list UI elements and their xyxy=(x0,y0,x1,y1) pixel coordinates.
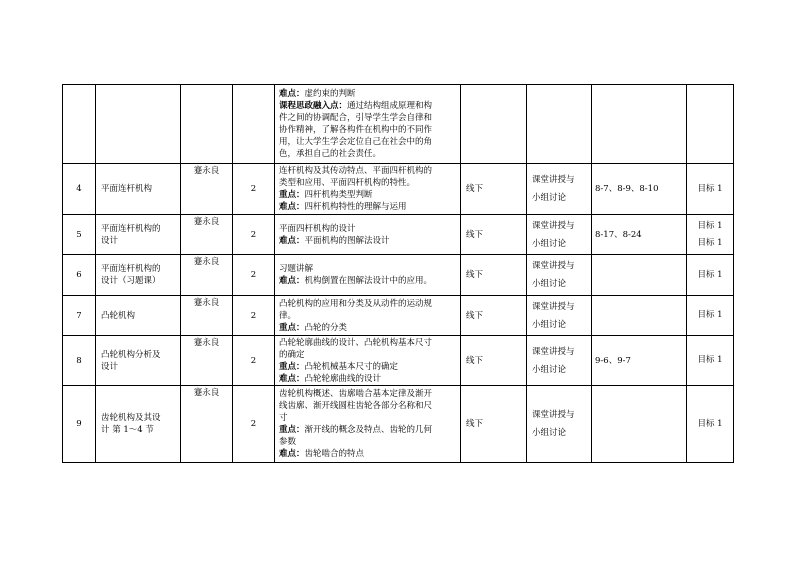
content-text: 虚约束的判断 xyxy=(304,89,356,99)
content-text: 四杆机构类型判断 xyxy=(304,190,373,200)
content-line xyxy=(279,337,457,349)
content-line xyxy=(279,424,457,436)
teaching-mode: 线下 xyxy=(461,255,527,296)
course-goal xyxy=(687,215,734,255)
lesson-number: 5 xyxy=(63,215,96,255)
content-line xyxy=(279,275,457,287)
teaching-content xyxy=(275,255,461,296)
teaching-method xyxy=(527,255,592,296)
lesson-name-line: 设计 xyxy=(101,235,119,246)
content-line xyxy=(279,448,457,460)
lesson-name-line: 计 第 1～4 节 xyxy=(101,425,154,435)
lesson-name xyxy=(96,164,181,215)
lesson-name xyxy=(96,336,181,386)
content-text: 通过结构组成原理和构 xyxy=(347,101,433,111)
course-goal xyxy=(687,296,734,336)
method-line: 小组讨论 xyxy=(532,279,567,289)
teacher-name: 蹇永良 xyxy=(181,255,233,296)
lesson-number: 7 xyxy=(63,296,96,336)
lesson-name xyxy=(96,255,181,296)
teaching-mode: 线下 xyxy=(461,336,527,386)
content-text: 凸轮的分类 xyxy=(304,322,348,333)
method-line: 小组讨论 xyxy=(532,238,567,249)
course-goal xyxy=(687,336,734,386)
teaching-mode: 线下 xyxy=(461,215,527,255)
teaching-mode xyxy=(461,85,527,164)
lesson-name-line: 平面连杆机构的 xyxy=(101,223,161,234)
table-row xyxy=(63,164,734,215)
goal-line: 目标 1 xyxy=(697,183,723,194)
homework: 8-17、8-24 xyxy=(592,215,687,255)
teaching-method xyxy=(527,215,592,255)
lesson-name-line: 凸轮机构 xyxy=(101,310,136,321)
lesson-number xyxy=(63,85,96,164)
teaching-content xyxy=(275,336,461,386)
goal-line: 目标 1 xyxy=(697,418,723,429)
homework xyxy=(592,296,687,336)
method-line: 小组讨论 xyxy=(532,428,567,438)
content-line xyxy=(279,310,457,322)
content-label: 难点： xyxy=(279,373,305,384)
content-line xyxy=(279,124,457,136)
content-line xyxy=(279,436,457,448)
content-line xyxy=(279,263,457,275)
teacher-name: 蹇永良 xyxy=(181,296,233,336)
teaching-method xyxy=(527,386,592,463)
teaching-mode: 线下 xyxy=(461,386,527,463)
class-hours: 2 xyxy=(233,215,275,255)
lesson-name-line: 设计 xyxy=(101,361,119,372)
goal-line: 目标 1 xyxy=(697,220,723,231)
content-label: 重点： xyxy=(279,190,305,200)
method-line: 小组讨论 xyxy=(532,364,567,375)
content-label: 难点： xyxy=(279,449,305,459)
teaching-method xyxy=(527,296,592,336)
content-line xyxy=(279,189,457,201)
goal-line: 目标 1 xyxy=(697,310,723,320)
content-text: 机构倒置在图解法设计中的应用。 xyxy=(304,276,433,286)
table-row xyxy=(63,296,734,336)
content-line xyxy=(279,349,457,361)
content-label: 重点： xyxy=(279,322,305,333)
lesson-name-line: 平面连杆机构的 xyxy=(101,264,161,274)
teaching-method xyxy=(527,336,592,386)
class-hours: 2 xyxy=(233,296,275,336)
content-label: 难点： xyxy=(279,235,305,246)
teaching-content xyxy=(275,215,461,255)
content-text: 凸轮机械基本尺寸的确定 xyxy=(304,361,399,372)
content-text: 件之间的协调配合，引导学生学会自律和 xyxy=(279,113,433,123)
content-line xyxy=(279,148,457,160)
content-line xyxy=(279,165,457,177)
homework xyxy=(592,255,687,296)
content-text: 寸 xyxy=(279,413,288,423)
method-line: 小组讨论 xyxy=(532,193,567,203)
content-text: 色，承担自己的社会责任。 xyxy=(279,149,382,159)
class-hours xyxy=(233,85,275,164)
content-line xyxy=(279,177,457,189)
content-text: 连杆机构及其传动特点、平面四杆机构的 xyxy=(279,166,433,176)
content-text: 线齿廓、渐开线圆柱齿轮各部分名称和尺 xyxy=(279,401,433,411)
lesson-name-line: 平面连杆机构 xyxy=(101,184,153,194)
lesson-name xyxy=(96,85,181,164)
method-line: 课堂讲授与 xyxy=(532,301,575,312)
lesson-number: 9 xyxy=(63,386,96,463)
content-text: 用，让大学生学会定位自己在社会中的角 xyxy=(279,137,433,147)
teaching-method xyxy=(527,164,592,215)
content-label: 难点： xyxy=(279,89,305,99)
content-label: 重点： xyxy=(279,361,305,372)
content-text: 的确定 xyxy=(279,349,305,360)
method-line: 小组讨论 xyxy=(532,319,567,330)
teacher-name: 蹇永良 xyxy=(181,164,233,215)
content-text: 凸轮轮廓曲线的设计 xyxy=(304,373,382,384)
course-goal xyxy=(687,386,734,463)
lesson-number: 6 xyxy=(63,255,96,296)
method-line: 课堂讲授与 xyxy=(532,175,575,185)
course-goal xyxy=(687,85,734,164)
lesson-name-line: 齿轮机构及其设 xyxy=(101,413,161,423)
teacher-name xyxy=(181,85,233,164)
content-text: 平面机构的图解法设计 xyxy=(304,235,390,246)
teacher-name: 蹇永良 xyxy=(181,386,233,463)
content-line xyxy=(279,223,457,235)
content-line xyxy=(279,88,457,100)
table-row xyxy=(63,336,734,386)
class-hours: 2 xyxy=(233,386,275,463)
content-line xyxy=(279,388,457,400)
lesson-number: 4 xyxy=(63,164,96,215)
content-text: 类型和应用、平面四杆机构的特性。 xyxy=(279,178,416,188)
content-line xyxy=(279,298,457,310)
lesson-name-line: 设计（习题课） xyxy=(101,276,161,286)
homework: 8-7、8-9、8-10 xyxy=(592,164,687,215)
content-text: 律。 xyxy=(279,310,297,321)
class-hours: 2 xyxy=(233,164,275,215)
table-row xyxy=(63,386,734,463)
method-line: 课堂讲授与 xyxy=(532,261,575,271)
class-hours: 2 xyxy=(233,336,275,386)
schedule-body xyxy=(63,85,734,463)
teaching-content xyxy=(275,85,461,164)
goal-line: 目标 1 xyxy=(697,355,723,365)
table-row xyxy=(63,255,734,296)
content-line xyxy=(279,412,457,424)
content-text: 渐开线的概念及特点、齿轮的几何 xyxy=(304,425,433,435)
teacher-name: 蹇永良 xyxy=(181,336,233,386)
course-goal xyxy=(687,164,734,215)
lesson-name xyxy=(96,386,181,463)
method-line: 课堂讲授与 xyxy=(532,410,575,420)
content-label: 课程思政融入点： xyxy=(279,101,348,111)
content-line xyxy=(279,235,457,247)
content-label: 难点： xyxy=(279,276,305,286)
content-label: 难点： xyxy=(279,202,305,212)
content-line xyxy=(279,400,457,412)
content-label: 重点： xyxy=(279,425,305,435)
lesson-name xyxy=(96,215,181,255)
teaching-method xyxy=(527,85,592,164)
teaching-content xyxy=(275,296,461,336)
teacher-name: 蹇永良 xyxy=(181,215,233,255)
lesson-number: 8 xyxy=(63,336,96,386)
content-text: 参数 xyxy=(279,437,297,447)
content-line xyxy=(279,361,457,373)
course-goal xyxy=(687,255,734,296)
method-line: 课堂讲授与 xyxy=(532,220,575,231)
teaching-content xyxy=(275,386,461,463)
schedule-table xyxy=(62,84,734,463)
content-line xyxy=(279,112,457,124)
teaching-mode: 线下 xyxy=(461,296,527,336)
lesson-name xyxy=(96,296,181,336)
teaching-mode: 线下 xyxy=(461,164,527,215)
table-row xyxy=(63,85,734,164)
homework xyxy=(592,85,687,164)
content-text: 凸轮机构的应用和分类及从动件的运动规 xyxy=(279,298,433,309)
lesson-name-line: 凸轮机构分析及 xyxy=(101,349,161,360)
goal-line: 目标 1 xyxy=(697,269,723,280)
content-text: 齿轮啮合的特点 xyxy=(304,449,365,459)
class-hours: 2 xyxy=(233,255,275,296)
method-line: 课堂讲授与 xyxy=(532,346,575,357)
goal-line: 目标 1 xyxy=(697,237,723,248)
teaching-content xyxy=(275,164,461,215)
content-text: 齿轮机构概述、齿廓啮合基本定律及渐开 xyxy=(279,389,433,399)
table-row xyxy=(63,215,734,255)
content-line xyxy=(279,322,457,334)
content-line xyxy=(279,136,457,148)
content-text: 四杆机构特性的理解与运用 xyxy=(304,202,407,212)
content-line xyxy=(279,201,457,213)
homework: 9-6、9-7 xyxy=(592,336,687,386)
content-text: 平面四杆机构的设计 xyxy=(279,223,356,234)
homework xyxy=(592,386,687,463)
content-text: 协作精神，了解各构件在机构中的不同作 xyxy=(279,125,433,135)
content-line xyxy=(279,373,457,385)
content-text: 习题讲解 xyxy=(279,264,314,274)
content-text: 凸轮轮廓曲线的设计、凸轮机构基本尺寸 xyxy=(279,337,433,348)
content-line xyxy=(279,100,457,112)
